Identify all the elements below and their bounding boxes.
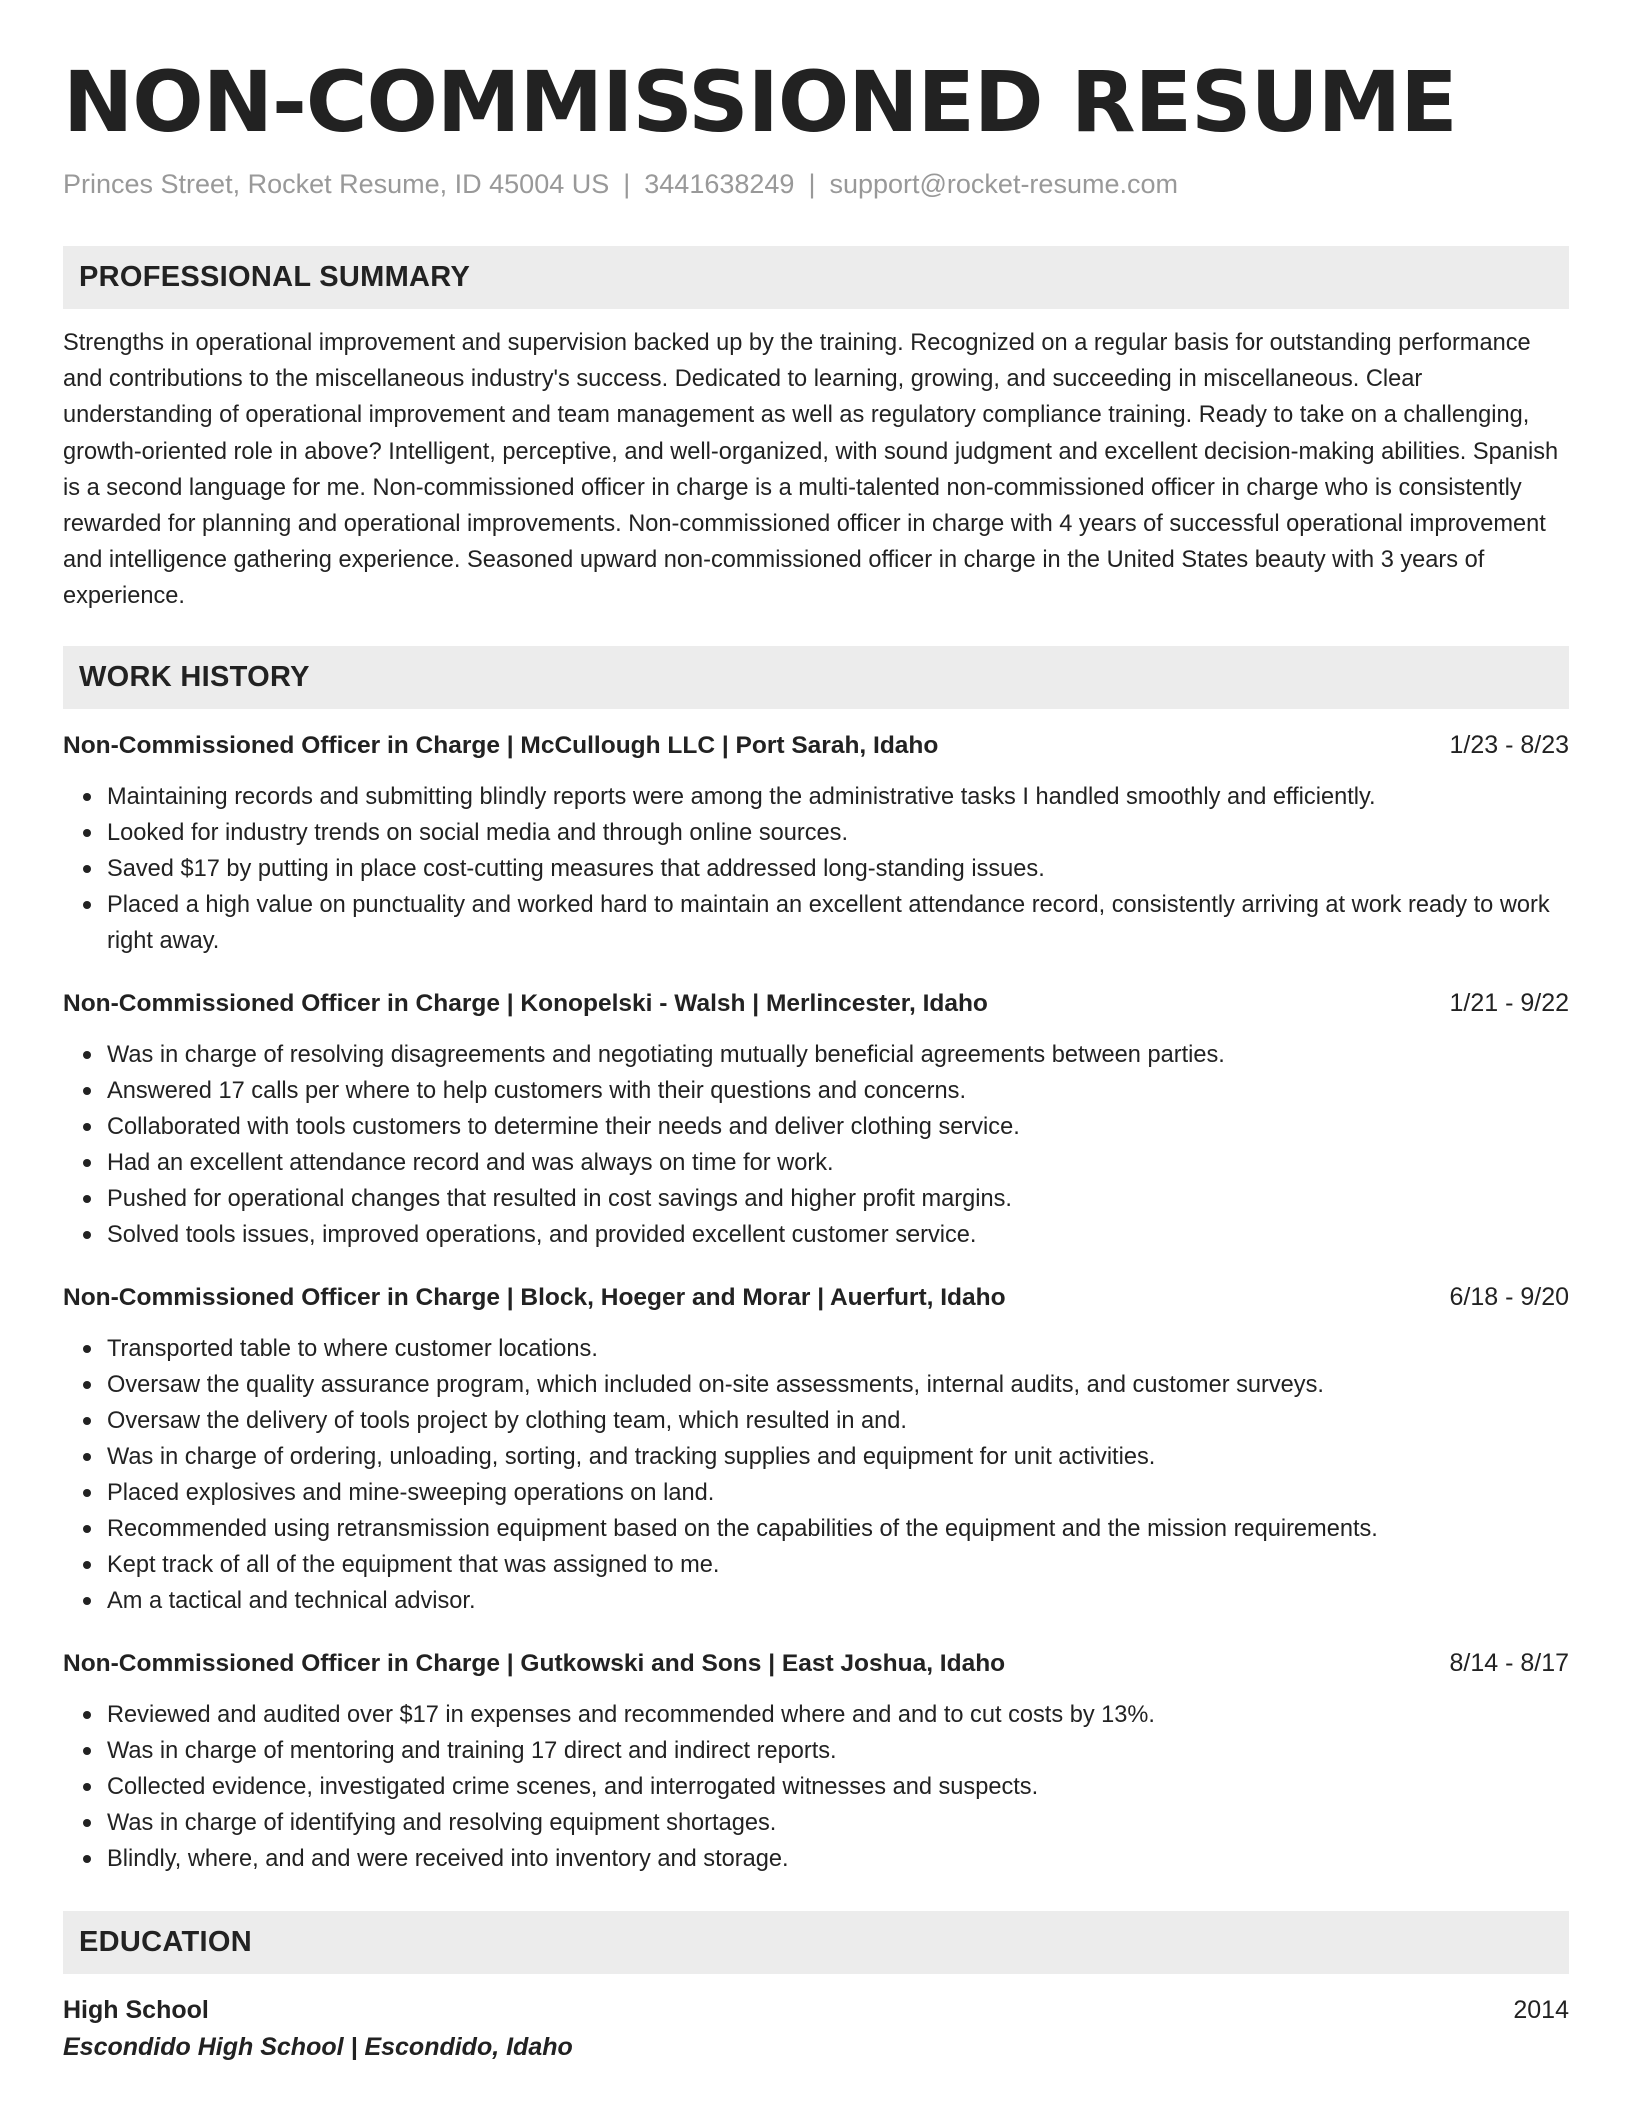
job-bullet: Blindly, where, and and were received into inventory and storage. bbox=[107, 1841, 1569, 1877]
job-title: Non-Commissioned Officer in Charge | McCullough LLC | Port Sarah, Idaho bbox=[63, 731, 939, 759]
job-bullet: Transported table to where customer locations. bbox=[107, 1331, 1569, 1367]
job-bullet: Was in charge of mentoring and training 17 direct and indirect reports. bbox=[107, 1733, 1569, 1769]
education-entry bbox=[63, 1992, 1569, 2066]
contact-address: Princes Street, Rocket Resume, ID 45004 US bbox=[63, 169, 610, 199]
education-head bbox=[63, 1992, 1569, 2029]
education-school: Escondido High School | Escondido, Idaho bbox=[63, 2032, 573, 2061]
job-bullet: Kept track of all of the equipment that was assigned to me. bbox=[107, 1547, 1569, 1583]
job-bullet: Oversaw the delivery of tools project by clothing team, which resulted in and. bbox=[107, 1403, 1569, 1439]
job-dates: 6/18 - 9/20 bbox=[1449, 1282, 1569, 1311]
work-history-list bbox=[63, 727, 1569, 1877]
job-bullet: Was in charge of identifying and resolving equipment shortages. bbox=[107, 1805, 1569, 1841]
education-degree: High School bbox=[63, 1995, 209, 2024]
job-entry bbox=[63, 1279, 1569, 1619]
job-bullet: Saved $17 by putting in place cost-cutting measures that addressed long-standing issues. bbox=[107, 851, 1569, 887]
job-head bbox=[63, 727, 1569, 764]
contact-separator: | bbox=[808, 169, 816, 199]
job-head bbox=[63, 1279, 1569, 1316]
resume-title: NON-COMMISSIONED RESUME bbox=[63, 53, 1457, 151]
contact-phone: 3441638249 bbox=[644, 169, 795, 199]
job-bullet: Am a tactical and technical advisor. bbox=[107, 1583, 1569, 1619]
contact-email: support@rocket-resume.com bbox=[829, 169, 1178, 199]
job-dates: 8/14 - 8/17 bbox=[1449, 1648, 1569, 1677]
job-bullet: Was in charge of ordering, unloading, sorting, and tracking supplies and equipment for unit activities. bbox=[107, 1439, 1569, 1475]
job-title: Non-Commissioned Officer in Charge | Gutkowski and Sons | East Joshua, Idaho bbox=[63, 1649, 1006, 1677]
job-bullet: Collaborated with tools customers to determine their needs and deliver clothing service. bbox=[107, 1109, 1569, 1145]
job-bullet: Answered 17 calls per where to help customers with their questions and concerns. bbox=[107, 1073, 1569, 1109]
job-bullet: Reviewed and audited over $17 in expenses and recommended where and and to cut costs by 13%. bbox=[107, 1697, 1569, 1733]
job-bullet: Recommended using retransmission equipment based on the capabilities of the equipment and the mission requirements. bbox=[107, 1511, 1569, 1547]
section-header-education: EDUCATION bbox=[63, 1911, 1569, 1974]
job-title: Non-Commissioned Officer in Charge | Konopelski - Walsh | Merlincester, Idaho bbox=[63, 989, 988, 1017]
job-dates: 1/21 - 9/22 bbox=[1449, 988, 1569, 1017]
job-bullet: Had an excellent attendance record and was always on time for work. bbox=[107, 1145, 1569, 1181]
job-bullet: Pushed for operational changes that resulted in cost savings and higher profit margins. bbox=[107, 1181, 1569, 1217]
job-bullet: Looked for industry trends on social media and through online sources. bbox=[107, 815, 1569, 851]
job-bullet: Was in charge of resolving disagreements and negotiating mutually beneficial agreements between parties. bbox=[107, 1037, 1569, 1073]
job-entry bbox=[63, 1645, 1569, 1877]
job-head bbox=[63, 985, 1569, 1022]
section-header-summary: PROFESSIONAL SUMMARY bbox=[63, 246, 1569, 309]
job-dates: 1/23 - 8/23 bbox=[1449, 730, 1569, 759]
job-head bbox=[63, 1645, 1569, 1682]
job-bullet: Maintaining records and submitting blindly reports were among the administrative tasks I handled smoothly and efficiently. bbox=[107, 779, 1569, 815]
summary-text: Strengths in operational improvement and supervision backed up by the training. Recognized on a regular basis for outstanding performance and contributions to the miscellaneous industry's success. Dedicated to learning, growing, and succeeding in miscellaneous. Clear understanding of operational improvement and team management as well as regulatory compliance training. Ready to take on a challenging, growth-oriented role in above? Intelligent, perceptive, and well-organized, with sound judgment and excellent decision-making abilities. Spanish is a second language for me. Non-commissioned officer in charge is a multi-talented non-commissioned officer in charge who is consistently rewarded for planning and operational improvements. Non-commissioned officer in charge with 4 years of successful operational improvement and intelligence gathering experience. Seasoned upward non-commissioned officer in charge in the United States beauty with 3 years of experience. bbox=[63, 330, 1559, 610]
job-bullet-list bbox=[63, 1037, 1569, 1253]
job-title: Non-Commissioned Officer in Charge | Block, Hoeger and Morar | Auerfurt, Idaho bbox=[63, 1283, 1006, 1311]
job-entry bbox=[63, 727, 1569, 959]
job-bullet: Placed a high value on punctuality and worked hard to maintain an excellent attendance record, consistently arriving at work ready to work right away. bbox=[107, 887, 1569, 959]
contact-line bbox=[63, 164, 1569, 204]
job-bullet-list bbox=[63, 779, 1569, 959]
education-year: 2014 bbox=[1513, 1995, 1569, 2024]
job-bullet: Collected evidence, investigated crime scenes, and interrogated witnesses and suspects. bbox=[107, 1769, 1569, 1805]
section-header-work-history: WORK HISTORY bbox=[63, 646, 1569, 709]
job-bullet: Placed explosives and mine-sweeping operations on land. bbox=[107, 1475, 1569, 1511]
contact-separator: | bbox=[623, 169, 631, 199]
job-bullet-list bbox=[63, 1331, 1569, 1619]
job-bullet-list bbox=[63, 1697, 1569, 1877]
job-entry bbox=[63, 985, 1569, 1253]
job-bullet: Solved tools issues, improved operations, and provided excellent customer service. bbox=[107, 1217, 1569, 1253]
job-bullet: Oversaw the quality assurance program, which included on-site assessments, internal audits, and customer surveys. bbox=[107, 1367, 1569, 1403]
